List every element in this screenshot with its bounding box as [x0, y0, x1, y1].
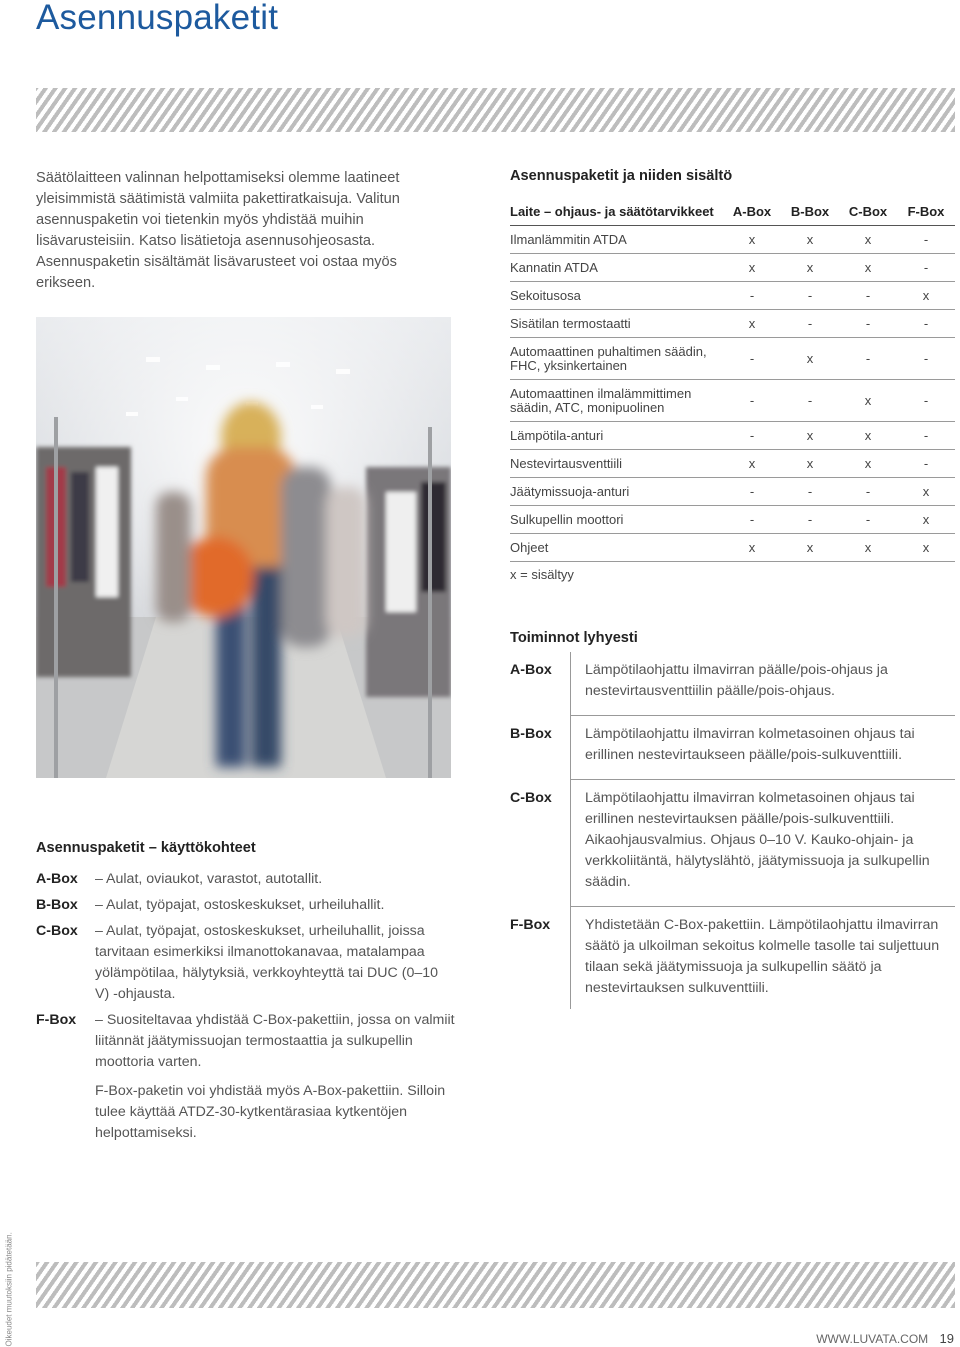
function-description: Lämpötilaohjattu ilmavirran kolmetasoinen ohjaus tai erillinen nestevirtauksen päälle/pois-sulkuventtiili. Aikaohjausvalmius. Ohjaus 0–10 V. Kauko-ohjain- ja verkkoliitäntä, hälytyslähtö, jäätymissuoja ja sulkupellin säädin. — [571, 780, 956, 907]
cell-c: - — [839, 282, 897, 310]
package-contents-section — [510, 168, 955, 562]
usage-description: – Aulat, oviaukot, varastot, autotallit. — [95, 871, 323, 887]
usage-row — [36, 895, 456, 916]
intro-text: Säätölaitteen valinnan helpottamiseksi olemme laatineet yleisimmistä säätimistä valmiita pakettiratkaisuja. Valitun asennuspaketin voi tietenkin myös yhdistää muihin lisävarusteisiin. Katso lisätietoja asennusohjeosasta. Asennuspaketin sisältämät lisävarusteet voi ostaa myös erikseen. — [36, 170, 400, 291]
function-description: Lämpötilaohjattu ilmavirran kolmetasoinen ohjaus tai erillinen nestevirtaukseen päälle/pois-sulkuventtiili. — [571, 716, 956, 780]
page-title: Asennuspaketit — [36, 0, 279, 37]
cell-a: - — [723, 338, 781, 380]
row-item: Automaattinen puhaltimen säädin, FHC, yksinkertainen — [510, 338, 723, 380]
row-item: Kannatin ATDA — [510, 254, 723, 282]
cell-f: x — [897, 478, 955, 506]
table-row — [510, 380, 955, 422]
table-row — [510, 450, 955, 478]
cell-b: x — [781, 422, 839, 450]
cell-b: x — [781, 338, 839, 380]
website-link[interactable]: WWW.LUVATA.COM — [816, 1332, 929, 1346]
function-row — [510, 907, 955, 1010]
usage-row — [36, 869, 456, 890]
cell-a: - — [723, 506, 781, 534]
cell-c: x — [839, 380, 897, 422]
hatched-divider-top — [36, 88, 955, 132]
cell-b: x — [781, 226, 839, 254]
cell-a: x — [723, 254, 781, 282]
usage-row — [36, 921, 456, 1005]
usage-box-label: B-Box — [36, 897, 78, 913]
cell-c: - — [839, 338, 897, 380]
usage-description: – Aulat, työpajat, ostoskeskukset, urheiluhallit. — [95, 897, 385, 913]
table-row — [510, 422, 955, 450]
cell-b: - — [781, 282, 839, 310]
rights-reserved-note: Oikeudet muutoksiin pidätetään. — [4, 1232, 14, 1347]
header-b-box: B-Box — [781, 197, 839, 226]
shopping-mall-photo — [36, 317, 451, 778]
cell-b: x — [781, 254, 839, 282]
contents-title: Asennuspaketit ja niiden sisältö — [510, 168, 733, 184]
cell-b: - — [781, 506, 839, 534]
function-box-label: B-Box — [510, 716, 571, 780]
table-header-row — [510, 197, 955, 226]
function-row — [510, 780, 955, 907]
functions-title: Toiminnot lyhyesti — [510, 630, 638, 646]
row-item: Nestevirtausventtiili — [510, 450, 723, 478]
usage-box-label: C-Box — [36, 923, 78, 939]
usage-box-label: F-Box — [36, 1012, 77, 1028]
functions-section — [510, 630, 955, 1009]
cell-f: - — [897, 450, 955, 478]
header-f-box: F-Box — [897, 197, 955, 226]
table-row — [510, 226, 955, 254]
cell-c: - — [839, 506, 897, 534]
table-row — [510, 310, 955, 338]
row-item: Jäätymissuoja-anturi — [510, 478, 723, 506]
function-box-label: F-Box — [510, 907, 571, 1010]
cell-c: - — [839, 310, 897, 338]
cell-a: x — [723, 450, 781, 478]
usage-box-label: A-Box — [36, 871, 78, 887]
cell-c: x — [839, 422, 897, 450]
cell-c: x — [839, 534, 897, 562]
table-legend: x = sisältyy — [510, 567, 574, 582]
row-item: Ilmanlämmitin ATDA — [510, 226, 723, 254]
hatched-divider-bottom — [36, 1262, 955, 1308]
cell-b: x — [781, 534, 839, 562]
cell-f: - — [897, 254, 955, 282]
cell-f: - — [897, 380, 955, 422]
function-row — [510, 652, 955, 716]
cell-a: - — [723, 422, 781, 450]
cell-b: x — [781, 450, 839, 478]
function-row — [510, 716, 955, 780]
cell-c: x — [839, 254, 897, 282]
usage-section — [36, 840, 456, 1144]
cell-f: - — [897, 422, 955, 450]
row-item: Lämpötila-anturi — [510, 422, 723, 450]
row-item: Sekoitusosa — [510, 282, 723, 310]
usage-description: – Suositeltavaa yhdistää C-Box-pakettiin, jossa on valmiit liitännät jäätymissuojan termostaattia ja sulkupellin moottoria varten. — [95, 1012, 455, 1070]
cell-a: x — [723, 310, 781, 338]
function-description: Lämpötilaohjattu ilmavirran päälle/pois-ohjaus ja nestevirtausventtiilin päälle/pois-ohjaus. — [571, 652, 956, 716]
table-row — [510, 506, 955, 534]
cell-a: - — [723, 380, 781, 422]
cell-c: x — [839, 450, 897, 478]
row-item: Ohjeet — [510, 534, 723, 562]
page-number: 19 — [939, 1331, 954, 1346]
cell-c: x — [839, 226, 897, 254]
cell-f: x — [897, 282, 955, 310]
header-c-box: C-Box — [839, 197, 897, 226]
table-row — [510, 282, 955, 310]
package-contents-table — [510, 197, 955, 562]
usage-description: – Aulat, työpajat, ostoskeskukset, urheiluhallit, joissa tarvitaan esimerkiksi ilmanottokanavaa, matalampaa yölämpötilaa, hälytyksiä, verkkoyhteyttä tai DUC (0–10 V) -ohjausta. — [95, 923, 439, 1002]
usage-note: F-Box-paketin voi yhdistää myös A-Box-pakettiin. Silloin tulee käyttää ATDZ-30-kytkentärasiaa kytkentöjen helpottamiseksi. — [95, 1083, 446, 1141]
row-item: Sisätilan termostaatti — [510, 310, 723, 338]
row-item: Sulkupellin moottori — [510, 506, 723, 534]
header-a-box: A-Box — [723, 197, 781, 226]
cell-f: - — [897, 310, 955, 338]
cell-b: - — [781, 380, 839, 422]
cell-f: - — [897, 338, 955, 380]
cell-b: - — [781, 478, 839, 506]
table-row — [510, 338, 955, 380]
cell-f: x — [897, 534, 955, 562]
usage-row — [36, 1010, 456, 1073]
cell-f: x — [897, 506, 955, 534]
table-row — [510, 534, 955, 562]
header-device: Laite – ohjaus- ja säätötarvikkeet — [510, 197, 723, 226]
row-item: Automaattinen ilmalämmittimen säädin, ATC, monipuolinen — [510, 380, 723, 422]
table-row — [510, 254, 955, 282]
usage-title: Asennuspaketit – käyttökohteet — [36, 840, 256, 856]
intro-paragraph — [36, 168, 456, 294]
function-description: Yhdistetään C-Box-pakettiin. Lämpötilaohjattu ilmavirran säätö ja ulkoilman sekoitus kolmelle tasolle tai suljettuun tilaan sekä jäätymissuoja ja sulkupellin säätö ja nestevirtauksen sulkuventtiili. — [585, 917, 940, 996]
cell-b: - — [781, 310, 839, 338]
cell-a: x — [723, 534, 781, 562]
cell-f: - — [897, 226, 955, 254]
function-box-label: C-Box — [510, 780, 571, 907]
cell-a: x — [723, 226, 781, 254]
cell-a: - — [723, 282, 781, 310]
function-box-label: A-Box — [510, 652, 571, 716]
cell-c: - — [839, 478, 897, 506]
functions-table — [510, 652, 955, 1009]
cell-a: - — [723, 478, 781, 506]
table-row — [510, 478, 955, 506]
page-footer — [816, 1331, 954, 1346]
